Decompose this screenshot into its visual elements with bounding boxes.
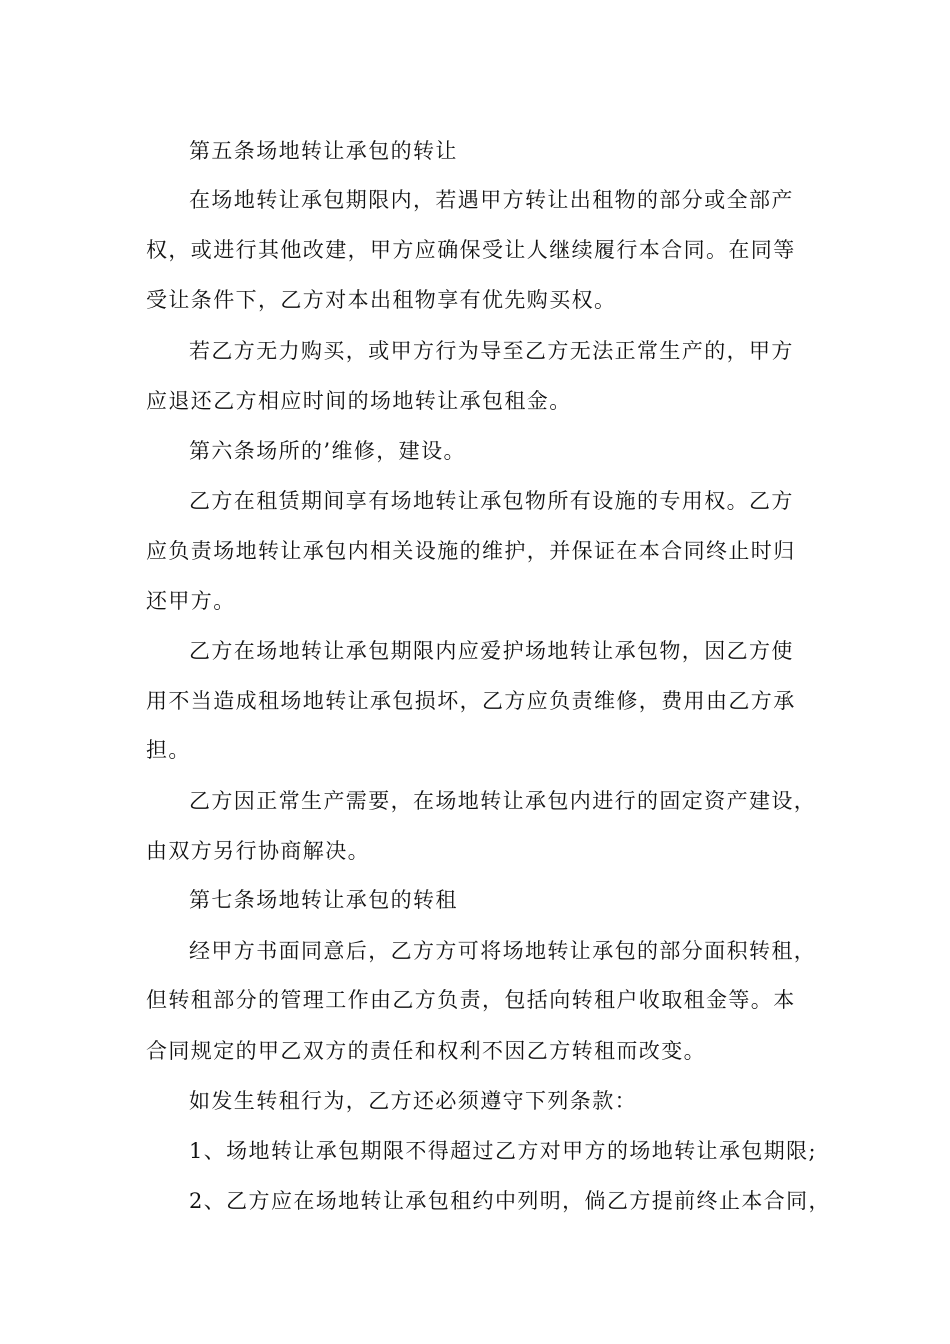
paragraph-line: 合同规定的甲乙双方的责任和权利不因乙方转租而改变。	[146, 1039, 706, 1063]
paragraph-line: 若乙方无力购买，或甲方行为导至乙方无法正常生产的，甲方	[189, 339, 794, 363]
paragraph-line: 乙方在场地转让承包期限内应爱护场地转让承包物，因乙方使	[189, 639, 794, 663]
paragraph-line: 由双方另行协商解决。	[146, 839, 370, 863]
paragraph-line: 应退还乙方相应时间的场地转让承包租金。	[146, 389, 572, 413]
paragraph-line: 还甲方。	[146, 589, 236, 613]
paragraph-line: 但转租部分的管理工作由乙方负责，包括向转租户收取租金等。本	[146, 988, 796, 1012]
list-item-2: 2、乙方应在场地转让承包租约中列明，倘乙方提前终止本合同，	[189, 1189, 831, 1213]
paragraph-line: 担。	[146, 738, 191, 762]
paragraph-line: 乙方因正常生产需要，在场地转让承包内进行的固定资产建设，	[189, 789, 817, 813]
paragraph-line: 受让条件下，乙方对本出租物享有优先购买权。	[146, 288, 617, 312]
paragraph-line: 用不当造成租场地转让承包损坏，乙方应负责维修，费用由乙方承	[146, 689, 796, 713]
paragraph-line: 在场地转让承包期限内，若遇甲方转让出租物的部分或全部产	[189, 188, 794, 212]
article-5-heading: 第五条场地转让承包的转让	[189, 139, 458, 163]
article-7-heading: 第七条场地转让承包的转租	[189, 888, 458, 912]
paragraph-line: 权，或进行其他改建，甲方应确保受让人继续履行本合同。在同等	[146, 238, 796, 262]
paragraph-line: 应负责场地转让承包内相关设施的维护，并保证在本合同终止时归	[146, 539, 796, 563]
list-item-1: 1、场地转让承包期限不得超过乙方对甲方的场地转让承包期限;	[189, 1139, 818, 1163]
paragraph-line: 乙方在租赁期间享有场地转让承包物所有设施的专用权。乙方	[189, 489, 794, 513]
paragraph-line: 如发生转租行为，乙方还必须遵守下列条款：	[189, 1089, 637, 1113]
paragraph-line: 经甲方书面同意后，乙方方可将场地转让承包的部分面积转租，	[189, 939, 817, 963]
article-6-heading: 第六条场所的’维修，建设。	[189, 439, 466, 463]
